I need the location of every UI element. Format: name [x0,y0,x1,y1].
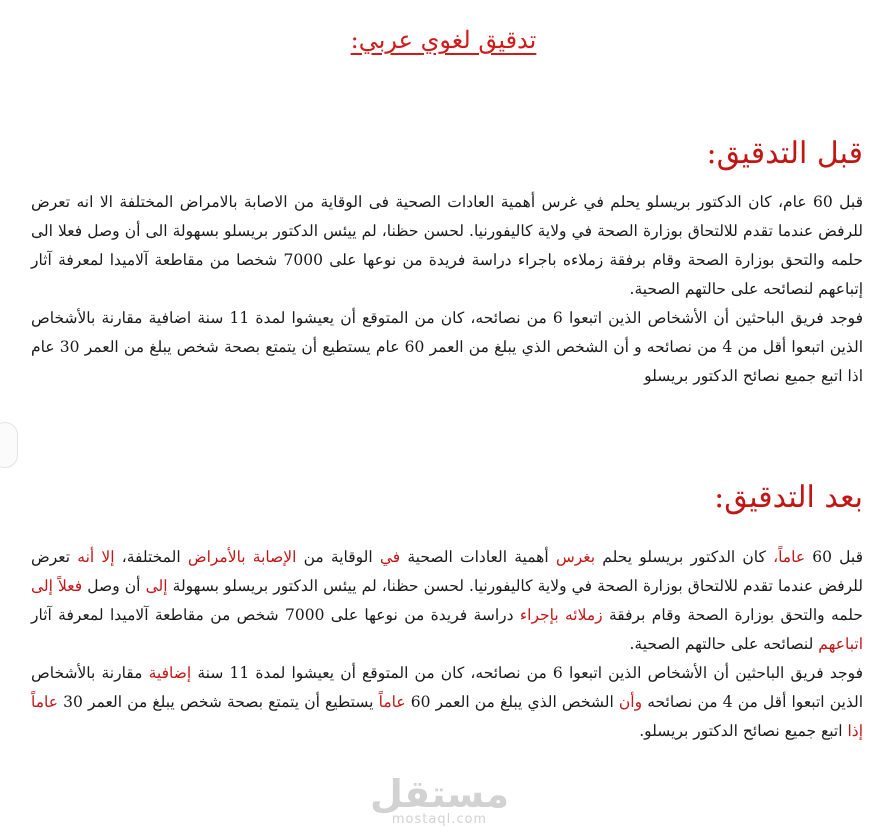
text-segment: أن وصل [82,577,146,595]
after-text [31,543,863,746]
text-segment: قبل 60 [805,548,863,566]
text-segment: دراسة فريدة من نوعها على 7000 شخص من مقاطعة آلاميدا لمعرفة آثار [31,606,520,624]
corrected-word: وأن [618,693,643,711]
corrected-word: إلا أنه [77,548,115,566]
text-segment: لنصائحه على حالتهم الصحية. [629,635,819,653]
text-segment: كان الدكتور بريسلو يحلم [595,548,774,566]
before-paragraph-2: فوجد فريق الباحثين أن الأشخاص الذين اتبعوا 6 من نصائحه، كان من المتوقع أن يعيشوا لمدة 11 سنة اضافية مقارنة بالأشخاص الذين اتبعوا أقل من 4 من نصائحه و أن الشخص الذي يبلغ من العمر 60 عام يستطيع أن يتمتع بصحة شخص يبلغ من العمر 30 عام اذا اتبع جميع نصائح الدكتور بريسلو [31,309,863,385]
text-segment: المختلفة، [114,548,188,566]
before-heading: قبل التدقيق: [706,136,863,171]
text-segment: أهمية العادات الصحية [400,548,556,566]
corrected-word: بغرس [555,548,596,566]
text-segment: تعرض للرفض عندما تقدم للالتحاق بوزارة الصحة في ولاية كاليفورنيا. لحسن حظنا، لم ييئس الدكتور بريسلو بسهولة [31,548,864,595]
page-title-text: تدقيق لغوي عربي: [350,26,537,54]
side-scroll-tab[interactable] [0,422,18,468]
text-segment: الشخص الذي يبلغ من العمر 60 [405,693,619,711]
text-segment: فوجد فريق الباحثين أن الأشخاص الذين اتبعوا 6 من نصائحه، كان من المتوقع أن يعيشوا لمدة 11 سنة [191,664,863,682]
before-paragraph-1: قبل 60 عام، كان الدكتور بريسلو يحلم في غرس أهمية العادات الصحية فى الوقاية من الاصابة بالامراض المختلفة الا انه تعرض للرفض عندما تقدم للالتحاق بوزارة الصحة في ولاية كاليفورنيا. لحسن حظنا، لم ييئس الدكتور بريسلو بسهولة الى أن وصل فعلا الى حلمه والتحق بوزارة الصحة وقام برفقة زملاءه باجراء دراسة فريدة من نوعها على 7000 شخصا من مقاطعة آلاميدا لمعرفة آثار إتباعهم لنصائحه على حالتهم الصحية. [31,193,863,298]
watermark-arabic: مستقل [370,772,509,816]
after-paragraph-2 [31,659,863,746]
corrected-word: إلى [145,577,168,595]
text-segment: حلمه والتحق بوزارة الصحة وقام برفقة [602,606,863,624]
corrected-word: عاماً [378,693,406,711]
mostaql-watermark-logo [370,772,509,827]
before-text [31,188,863,391]
corrected-word: في [379,548,401,566]
page-title [0,26,887,54]
corrected-word: اتباعهم [818,635,863,653]
watermark-url: mostaql.com [391,812,488,827]
text-segment: مقارنة بالأشخاص الذين اتبعوا أقل من 4 من نصائحه [31,664,863,711]
corrected-word: عاماً، [773,548,806,566]
text-segment: اتبع جميع نصائح الدكتور بريسلو. [639,722,848,740]
corrected-word: الإصابة بالأمراض [187,548,297,566]
corrected-word: إضافية [148,664,192,682]
text-segment: يستطيع أن يتمتع بصحة شخص يبلغ من العمر 30 [58,693,379,711]
corrected-word: زملائه بإجراء [519,606,603,624]
corrected-word: فعلاً إلى [31,577,83,595]
text-segment: الوقاية من [296,548,380,566]
corrected-word: عاماً إذا [31,693,863,740]
after-heading: بعد التدقيق: [714,480,863,515]
after-paragraph-1 [31,543,863,659]
